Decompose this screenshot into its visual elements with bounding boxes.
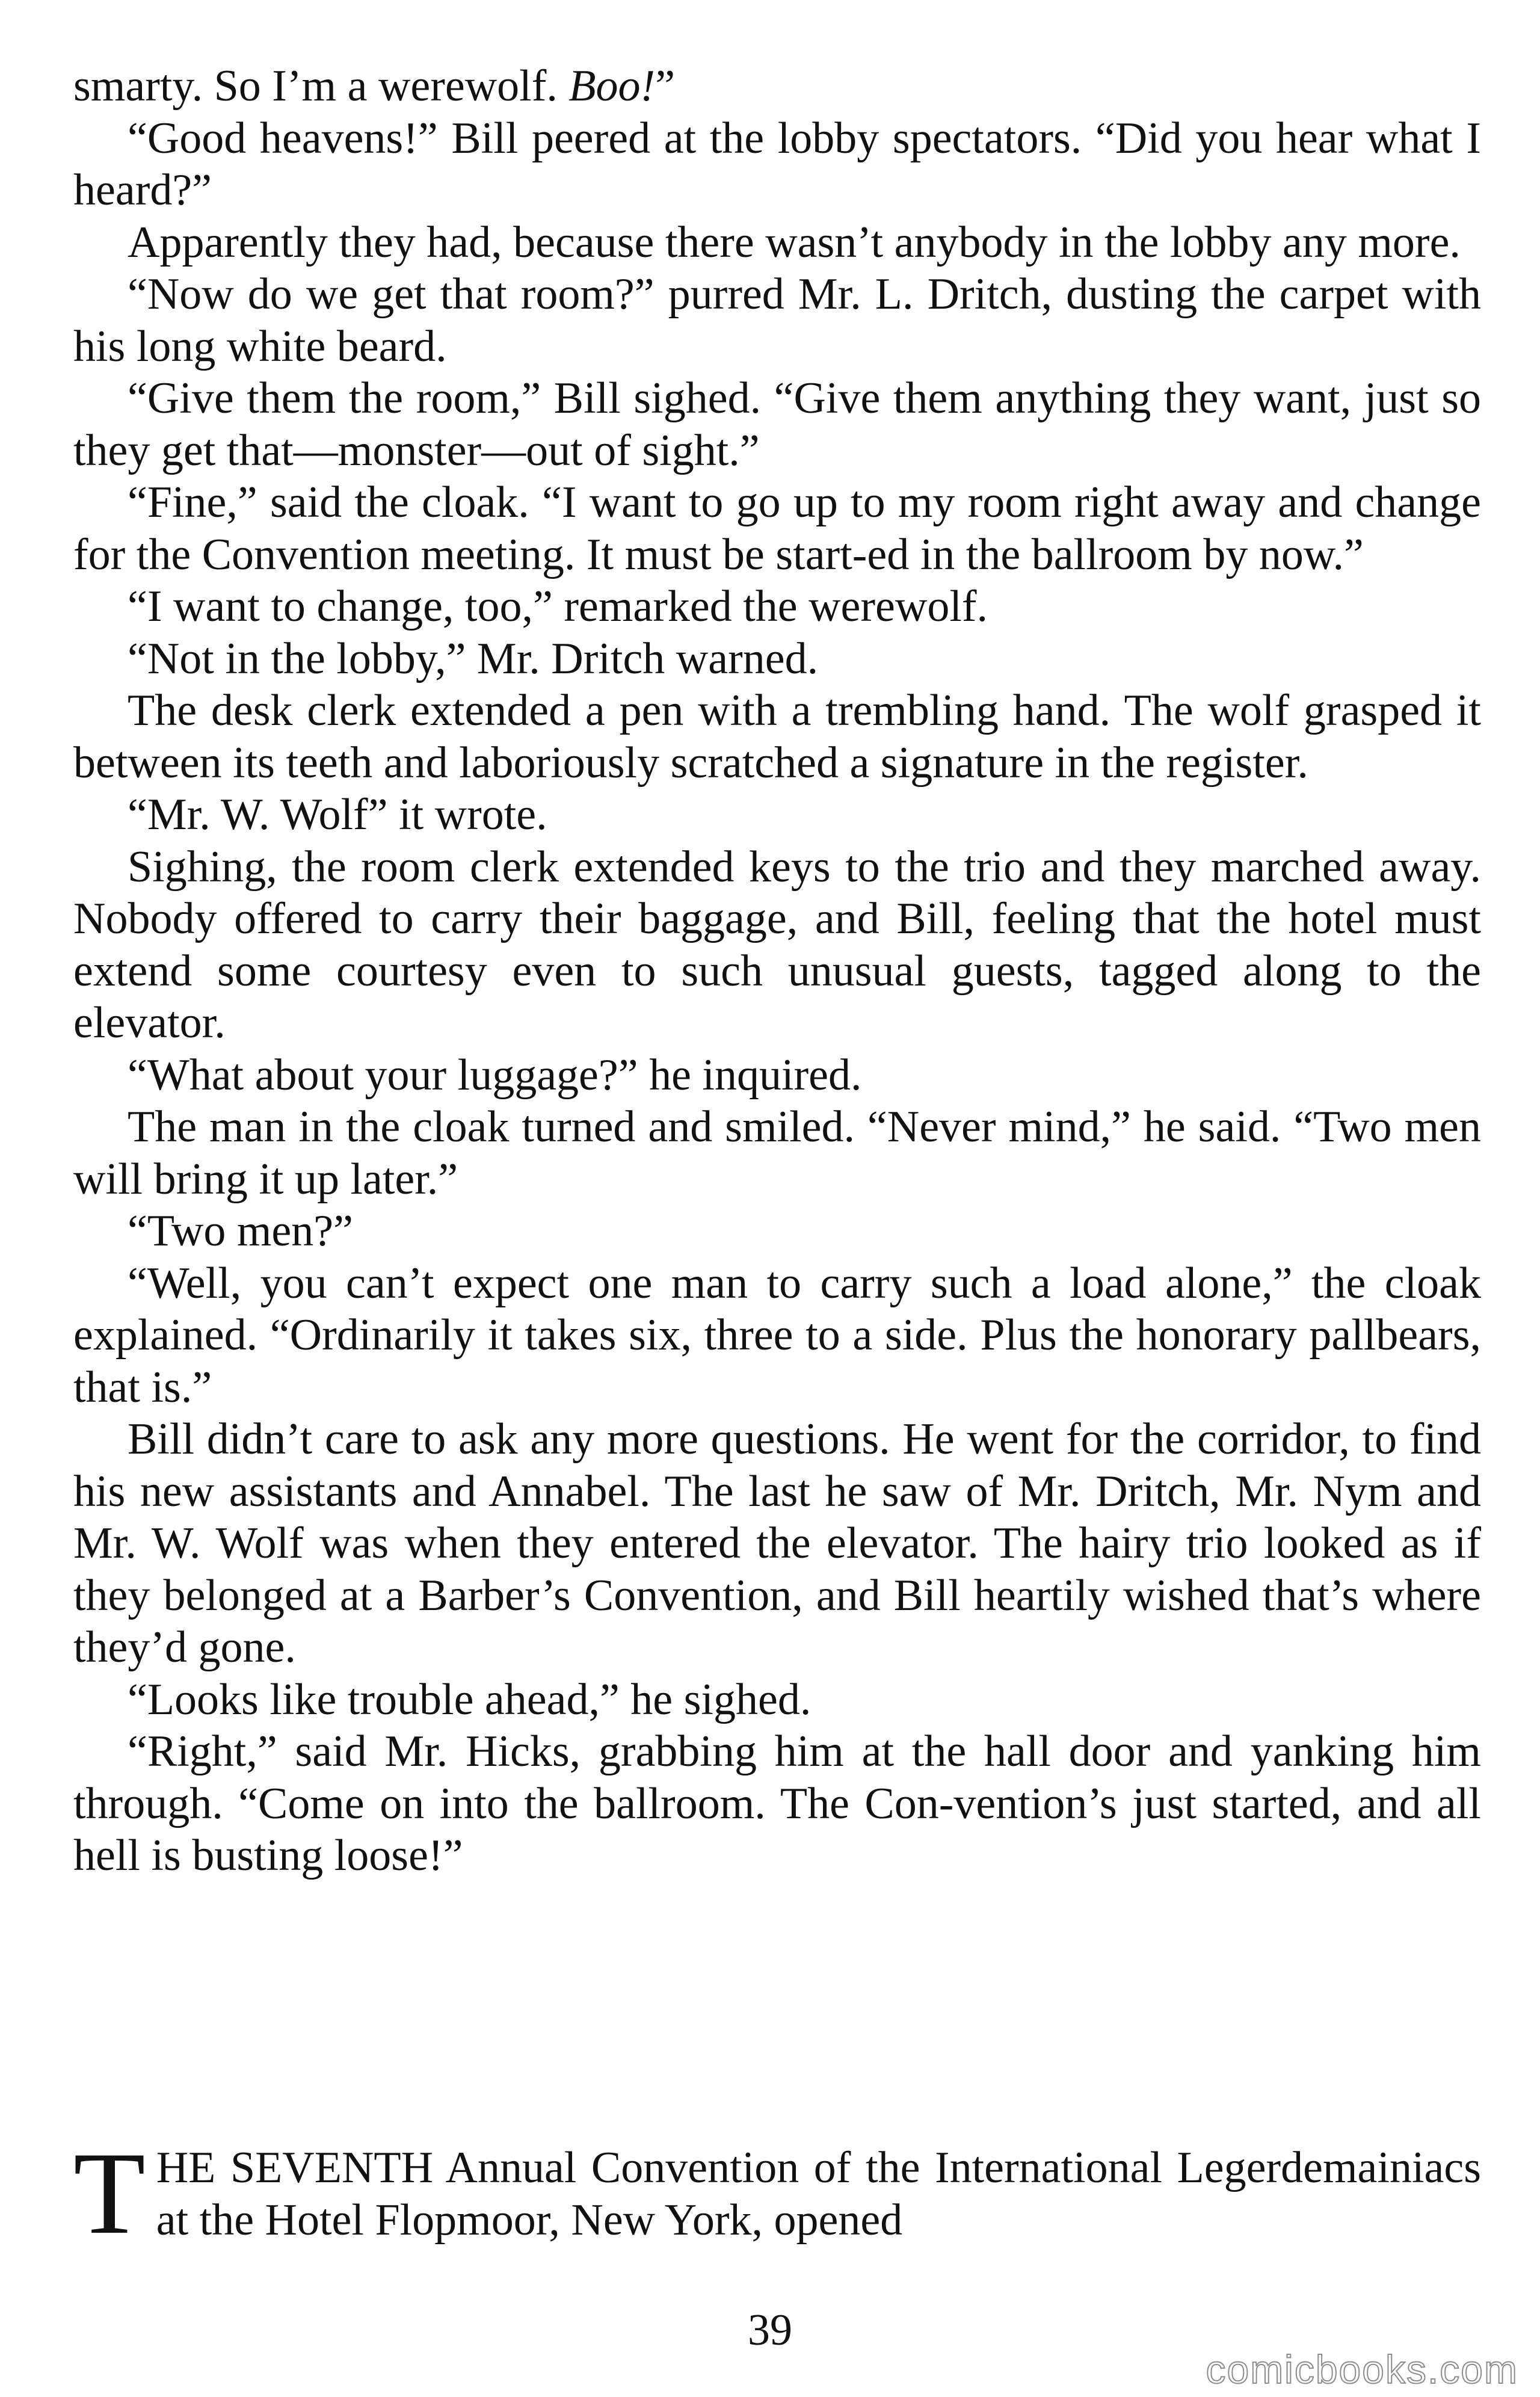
paragraph-5: “Give them the room,” Bill sighed. “Give them anything they want, just so they get that—monster—out of sight.” bbox=[73, 374, 1481, 475]
paragraph-11: Sighing, the room clerk extended keys to the trio and they marched away. Nobody offered to carry their baggage, and Bill, feeling that the hotel must extend some courtesy even to such unusual guests, tagged along to the elevator. bbox=[73, 842, 1481, 1047]
body-text bbox=[73, 60, 1481, 1882]
paragraph-7: “I want to change, too,” remarked the werewolf. bbox=[128, 582, 988, 631]
page-number: 39 bbox=[748, 2306, 792, 2355]
chapter-opening bbox=[73, 2128, 1481, 2259]
paragraph-2: “Good heavens!” Bill peered at the lobby spectators. “Did you hear what I heard?” bbox=[73, 113, 1481, 215]
paragraph-18: “Right,” said Mr. Hicks, grabbing him at the hall door and yanking him through. “Come on into the ballroom. The Con-vention’s just started, and all hell is busting loose!” bbox=[73, 1727, 1481, 1880]
closing-quote: ” bbox=[655, 61, 676, 111]
paragraph-10: “Mr. W. Wolf” it wrote. bbox=[128, 790, 547, 839]
paragraph-9: The desk clerk extended a pen with a trembling hand. The wolf grasped it between its teeth and laboriously scratched a signature in the register. bbox=[73, 686, 1481, 788]
paragraph-8: “Not in the lobby,” Mr. Dritch warned. bbox=[128, 634, 819, 683]
paragraph-6: “Fine,” said the cloak. “I want to go up to my room right away and change for the Convention meeting. It must be start-ed in the ballroom by now.” bbox=[73, 478, 1481, 579]
paragraph-1-text: smarty. So I’m a werewolf. bbox=[73, 61, 558, 111]
paragraph-17: “Looks like trouble ahead,” he sighed. bbox=[128, 1674, 812, 1724]
drop-cap: T bbox=[73, 2128, 146, 2259]
watermark: comicbooks.com bbox=[1206, 2347, 1518, 2392]
paragraph-14: “Two men?” bbox=[128, 1206, 353, 1256]
paragraph-16: Bill didn’t care to ask any more questions. He went for the corridor, to find his new assistants and Annabel. The last he saw of Mr. Dritch, Mr. Nym and Mr. W. Wolf was when they entered the elevator. The hairy trio looked as if they belonged at a Barber’s Convention, and Bill heartily wished that’s where they’d gone. bbox=[73, 1414, 1481, 1672]
italic-boo: Boo! bbox=[568, 61, 656, 111]
paragraph-13: The man in the cloak turned and smiled. “Never mind,” he said. “Two men will bring it up later.” bbox=[73, 1102, 1481, 1204]
paragraph-1 bbox=[73, 60, 1481, 113]
paragraph-4: “Now do we get that room?” purred Mr. L. Dritch, dusting the carpet with his long white beard. bbox=[73, 270, 1481, 371]
paragraph-3: Apparently they had, because there wasn’t anybody in the lobby any more. bbox=[128, 217, 1461, 267]
chapter-opening-text: HE SEVENTH Annual Convention of the International Legerdemainiacs at the Hotel Flopmoor, New York, opened bbox=[156, 2143, 1481, 2245]
paragraph-15: “Well, you can’t expect one man to carry such a load alone,” the cloak explained. “Ordinarily it takes six, three to a side. Plus the honorary pallbears, that is.” bbox=[73, 1258, 1481, 1412]
paragraph-12: “What about your luggage?” he inquired. bbox=[128, 1050, 862, 1100]
